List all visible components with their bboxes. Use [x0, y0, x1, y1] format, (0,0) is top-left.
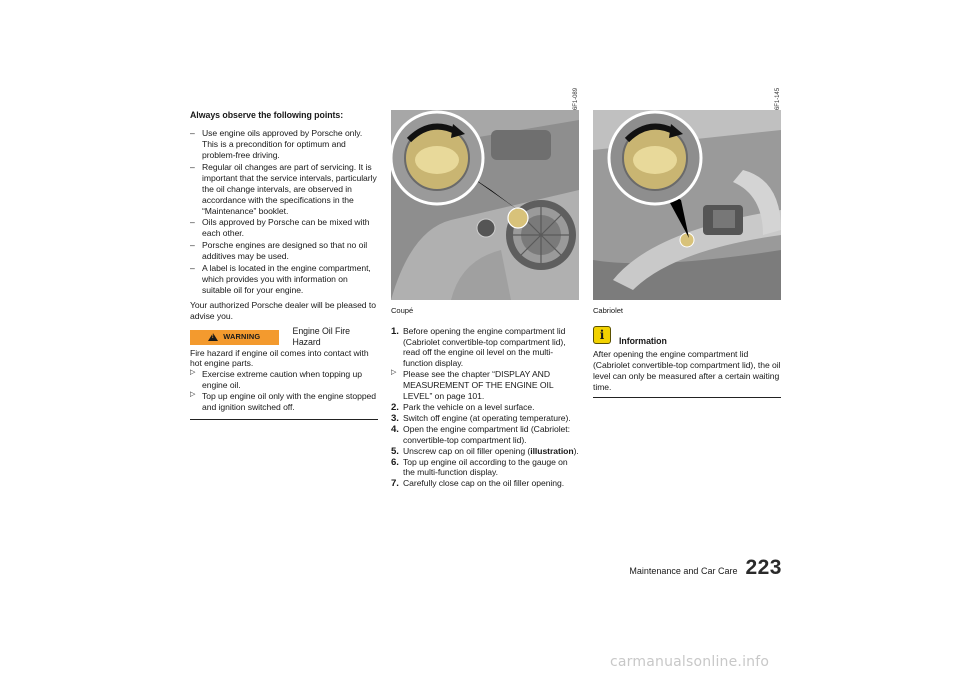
dealer-advice: Your authorized Porsche dealer will be pleased to advise you.: [190, 299, 376, 321]
warning-badge-label: WARNING: [223, 332, 261, 342]
oil-points-list: [190, 128, 378, 296]
cabriolet-engine-photo: [593, 88, 781, 300]
step-item: 4. Open the engine compartment lid (Cabriolet: convertible-top compartment lid).: [391, 423, 570, 445]
step-item: 6. Top up engine oil according to the gauge on the multi-function display.: [391, 456, 568, 478]
list-item: – A label is located in the engine compartment, which provides you with information on suitable oil for your engine.: [190, 263, 378, 296]
middle-column: [391, 88, 579, 490]
section-divider: [593, 397, 781, 398]
section-title: Maintenance and Car Care: [629, 566, 738, 576]
photo-caption: Cabriolet: [593, 306, 623, 315]
step-item: 1. Before opening the engine compartment lid (Cabriolet convertible-top compartment lid), read off the engine oil level on the multi-function display.: [391, 325, 566, 369]
photo-code: 6F1-089: [573, 88, 579, 110]
list-item: – Oils approved by Porsche can be mixed with each other.: [190, 217, 378, 239]
warning-badge: [190, 330, 279, 345]
warning-actions: [190, 369, 378, 413]
step-item: 7. Carefully close cap on the oil filler opening.: [391, 478, 565, 490]
coupe-engine-photo: [391, 88, 579, 300]
warning-text: Fire hazard if engine oil comes into contact with hot engine parts.: [190, 347, 369, 369]
coupe-engine-illustration: [391, 110, 579, 300]
observe-heading: Always observe the following points:: [190, 110, 344, 120]
step-item: 3. Switch off engine (at operating temperature).: [391, 412, 571, 424]
list-item: – Porsche engines are designed so that no oil additives may be used.: [190, 240, 378, 262]
procedure-steps: [391, 326, 579, 490]
cabriolet-engine-illustration: [593, 110, 781, 300]
warning-header: [190, 325, 378, 348]
right-column: [593, 88, 781, 398]
section-divider: [190, 419, 378, 420]
photo-code: 6F1-145: [775, 88, 781, 110]
list-item: – Regular oil changes are part of servicing. It is important that the service intervals, particularly the oil change intervals, are observed in accordance with the specifications in the “Maintenance” booklet.: [190, 162, 378, 217]
step-item: 2. Park the vehicle on a level surface.: [391, 401, 535, 413]
list-item: ▷ Top up engine oil only with the engine stopped and ignition switched off.: [190, 391, 378, 413]
list-item: ▷ Exercise extreme caution when topping up engine oil.: [190, 369, 378, 391]
warning-triangle-icon: [208, 333, 218, 341]
list-item: – Use engine oils approved by Porsche only. This is a precondition for optimum and problem-free driving.: [190, 128, 378, 161]
warning-title: Engine Oil Fire Hazard: [292, 325, 350, 348]
info-title: Information: [619, 335, 667, 346]
page-footer: [580, 556, 782, 580]
watermark: carmanualsonline.info: [610, 654, 770, 670]
step-item: 5. Unscrew cap on oil filler opening (illustration).: [391, 445, 579, 457]
info-icon: i: [593, 326, 611, 344]
photo-caption: Coupé: [391, 306, 414, 315]
info-header: [593, 324, 781, 347]
step-note: ▷ Please see the chapter “DISPLAY AND MEASUREMENT OF THE ENGINE OIL LEVEL” on page 101.: [391, 369, 579, 402]
page-number: 223: [745, 556, 782, 579]
left-column: [190, 110, 378, 420]
info-text: After opening the engine compartment lid (Cabriolet convertible-top compartment lid), the oil level can only be measured after a certain waiting time.: [593, 348, 781, 392]
